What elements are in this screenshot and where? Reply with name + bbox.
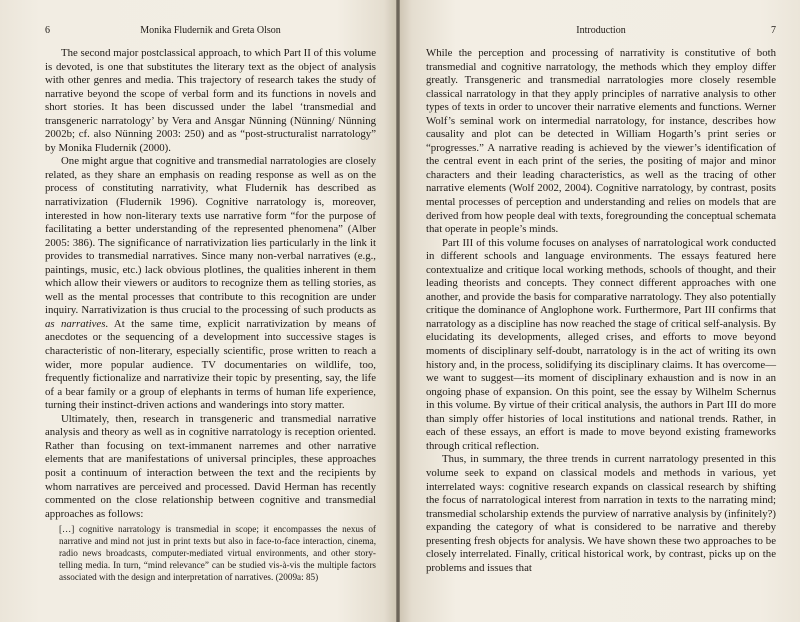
running-head: Monika Fludernik and Greta Olson xyxy=(140,25,281,36)
paragraph xyxy=(45,155,376,412)
paragraph: Ultimately, then, research in transgeneric and transmedial narrative analysis and theory as well as in cognitive narratology is reception oriented. Rather than focusing on text-immanent narremes and other narrative elements that are manifestations of universal principles, these approaches posit a continuum of interaction between the text and the recipients by whom narratives are perceived and processed. David Herman has recently commented on the close relationship between cognitive and transmedial approaches as follows: xyxy=(45,412,376,520)
paragraph: The second major postclassical approach, to which Part II of this volume is devoted, is one that substitutes the literary text as the object of analysis with other genres and media. This trajectory of research takes the study of narrative beyond the scope of verbal form and its functions in novels and short stories. It has been discussed under the label ‘transmedial and transgeneric narratology’ by Vera and Ansgar Nünning (Nünning/ Nünning 2002b; cf. also Nünning 2003: 250) and as “post-structuralist narratology” by Monika Fludernik (2000). xyxy=(45,47,376,154)
left-page xyxy=(0,0,396,622)
page-number: 6 xyxy=(45,25,50,36)
paragraph: Part III of this volume focuses on analyses of narratological work conducted in different schools and language environments. The essays featured here contextualize and critique local working methods, schools of thought, and their leading theorists and concepts. They connect different approaches with one another, and provide the basis for comparative narratology. They also potentially critique the dominance of Anglophone work. Furthermore, Part III confirms that narratology as a discipline has now reached the stage of critical self-analysis. By elucidating its developments, alleged crises, and efforts to move beyond moments of disciplinary self-doubt, narratology is in the act of writing its own history and, in the process, solidifying its disciplinary claims. It has overcome—we want to suggest—its moment of disciplinary exhaustion and is now in an ongoing phase of expansion. On this point, see the essay by Wilhelm Schernus in this volume. By virtue of their critical analysis, the authors in Part III do more than simply offer histories of local institutions and national trends. Rather, in each of these essays, an effort is made to move beyond existing frameworks through critical reflection. xyxy=(426,236,776,452)
block-quote: […] cognitive narratology is transmedial in scope; it encompasses the nexus of narrative and mind not just in print texts but also in face-to-face interaction, cinema, radio news broadcasts, computer-mediated virtual environments, and other story-telling media. In turn, “mind relevance” can be studied vis-à-vis the multiple factors associated with the design and interpretation of narratives. (2009a: 85) xyxy=(59,524,376,582)
italic-phrase: as narratives xyxy=(45,317,106,330)
paragraph: Thus, in summary, the three trends in current narratology presented in this volume seek to expand on classical models and methods in various, yet interrelated ways: cognitive research expands on classical research by shifting the focus of narratological interest from narration in texts to the narrating mind; transmedial scholarship extends the purview of narrative analysis by (infinitely?) expanding the category of what is considered to be narrative and thereby presenting fresh objects for analysis. We have shown these two approaches to be closely interrelated. Finally, critical historical work, by contrast, picks up on the problems and issues that xyxy=(426,453,776,574)
paragraph-text: One might argue that cognitive and transmedial narratologies are closely related, as they share an emphasis on reading response as well as on the process of constituting narrativity, what Fludernik has described as narrativization (Fludernik 1996). Cognitive narratology is, moreover, interested in how non-literary texts use narrative form “for the purpose of facilitating a better understanding of the represented phenomena” (Alber 2005: 386). The significance of narrativization lies particularly in the link it provides to transmedial narratives. Since many non-verbal narratives (e.g., paintings, music, etc.) lack obvious plotlines, the qualities inherent in them which allow their viewers or auditors to recognize them as telling stories, as well as the mental processes that contribute to this recognition are under inquiry. Narrativization is thus crucial to the processing of such products xyxy=(45,155,376,317)
paragraph-text: anecdotes or the sequencing of a development into successive stages is characteristic of non-literary, especially scientific, prose written to reach a wider, more popular audience. TV documentaries on wildlife, too, frequently fictionalize and narrativize their topic by presenting, say, the life of a bear family or a group of elephants in terms of human life experience, turning their instinct-driven actions and wanderings into story matter. xyxy=(45,331,376,412)
right-page-body xyxy=(426,47,776,575)
right-page xyxy=(400,0,800,622)
left-page-body xyxy=(45,47,376,584)
running-head: Introduction xyxy=(576,25,626,36)
paragraph-text: . At the same time, explicit narrativization by means of xyxy=(105,317,376,330)
page-number: 7 xyxy=(771,25,776,36)
paragraph-text: as xyxy=(363,304,376,317)
left-running-header xyxy=(45,24,376,38)
paragraph: While the perception and processing of narrativity is constitutive of both transmedial and cognitive narratology, the methods which they employ differ greatly. Transgeneric and transmedial narratologies more closely resemble classical narratology in that they apply principles of narrative analysis to other types of texts in order to uncover their narrative elements and functions. Werner Wolf’s seminal work on intermedial narratology, for instance, describes how causality and plot can be detected in William Hogarth’s print series or “progresses.” A narrative reading is achieved by the viewer’s identification of the central event in each print of the series, the positing of major and minor characters and their leading characteristics, as well as the tracing of other narrative elements (Wolf 2002, 2004). Cognitive narratology, by contrast, posits mental processes of perception and understanding and relies on models that are derived from how people deal with texts, foregrounding the conceptual schemata that operate in people’s minds. xyxy=(426,47,776,236)
right-running-header xyxy=(426,24,776,38)
